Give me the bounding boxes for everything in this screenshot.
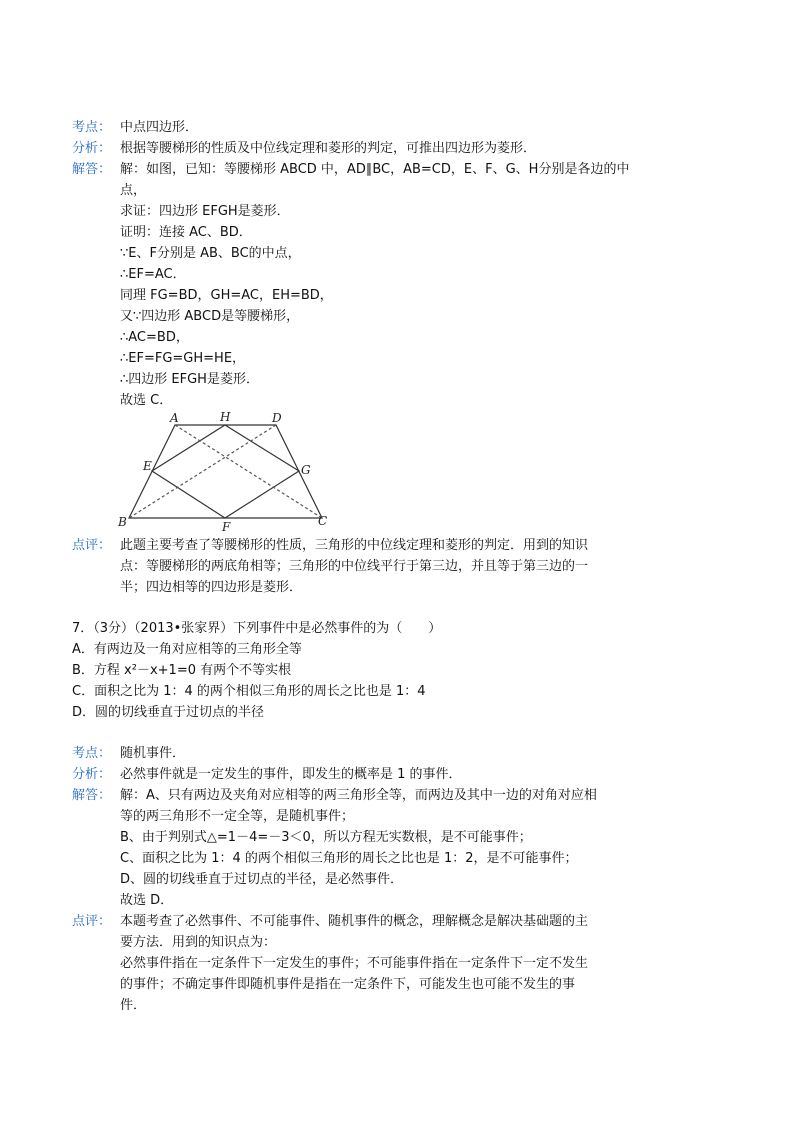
- label-c: C: [318, 514, 328, 528]
- jieda-line: 故选 C．: [120, 393, 173, 408]
- dianping-line: 此题主要考查了等腰梯形的性质，三角形的中位线定理和菱形的判定．用到的知识: [120, 538, 589, 553]
- fenxi-label: 分析：: [72, 767, 112, 782]
- label-h: H: [220, 410, 231, 424]
- jieda-row: [72, 159, 652, 411]
- label-b: B: [118, 515, 127, 529]
- dianping-line: 半；四边相等的四边形是菱形．: [120, 580, 303, 595]
- jieda-line: 等的两三角形不一定全等，是随机事件；: [120, 809, 355, 824]
- solution-block-2: [72, 743, 652, 1016]
- kaodian-label: 考点：: [72, 120, 112, 135]
- option-b: B．方程 x²－x+1=0 有两个不等实根: [72, 663, 292, 678]
- jieda-label: 解答：: [72, 788, 112, 803]
- jieda-line: 求证：四边形 EFGH是菱形．: [120, 204, 290, 219]
- trapezoid-abcd: [129, 425, 322, 518]
- dianping-row: [72, 911, 652, 1016]
- dianping-line: 必然事件指在一定条件下一定发生的事件；不可能事件指在一定条件下一定不发生: [120, 956, 589, 971]
- jieda-line: ∴EF=FG=GH=HE，: [120, 351, 246, 366]
- question-7: [72, 618, 672, 723]
- jieda-line: D、圆的切线垂直于过切点的半径，是必然事件．: [120, 872, 404, 887]
- option-c: C．面积之比为 1：4 的两个相似三角形的周长之比也是 1：4: [72, 684, 426, 699]
- dianping-text: [120, 911, 652, 1016]
- jieda-line: C、面积之比为 1：4 的两个相似三角形的周长之比也是 1：2，是不可能事件；: [120, 851, 578, 866]
- kaodian-row: [72, 743, 652, 764]
- jieda-row: [72, 785, 652, 911]
- option-d: D．圆的切线垂直于过切点的半径: [72, 705, 265, 720]
- trapezoid-diagram: [112, 408, 342, 536]
- label-e: E: [143, 459, 152, 473]
- rhombus-efgh: [152, 425, 299, 518]
- label-d: D: [272, 411, 282, 425]
- solution-block-1: [72, 117, 652, 411]
- kaodian-row: [72, 117, 652, 138]
- dianping-block-1: [72, 535, 652, 598]
- fenxi-text: 必然事件就是一定发生的事件，即发生的概率是 1 的事件．: [120, 767, 462, 782]
- label-f: F: [222, 520, 231, 534]
- dianping-line: 本题考查了必然事件、不可能事件、随机事件的概念，理解概念是解决基础题的主: [120, 914, 589, 929]
- dianping-label: 点评：: [72, 538, 112, 553]
- dianping-label: 点评：: [72, 914, 112, 929]
- jieda-line: 同理 FG=BD，GH=AC，EH=BD，: [120, 288, 333, 303]
- dianping-text: [120, 535, 652, 598]
- dianping-line: 要方法．用到的知识点为：: [120, 935, 277, 950]
- jieda-line: 故选 D．: [120, 893, 174, 908]
- option-a: A．有两边及一角对应相等的三角形全等: [72, 642, 302, 657]
- label-a: A: [170, 411, 179, 425]
- fenxi-row: [72, 138, 652, 159]
- jieda-label: 解答：: [72, 162, 112, 177]
- dianping-line: 的事件；不确定事件即随机事件是指在一定条件下，可能发生也可能不发生的事: [120, 977, 576, 992]
- question-stem: 7．（3分）（2013•张家界）下列事件中是必然事件的为（ ）: [72, 621, 442, 636]
- fenxi-row: [72, 764, 652, 785]
- fenxi-label: 分析：: [72, 141, 112, 156]
- dianping-row: [72, 535, 652, 598]
- kaodian-text: 随机事件．: [120, 746, 186, 761]
- jieda-line: 解：A、只有两边及夹角对应相等的两三角形全等，而两边及其中一边的对角对应相: [120, 788, 597, 803]
- jieda-text: [120, 785, 652, 911]
- jieda-line: ∴EF=AC．: [120, 267, 186, 282]
- fenxi-text: 根据等腰梯形的性质及中位线定理和菱形的判定，可推出四边形为菱形．: [120, 141, 537, 156]
- jieda-line: 又∵四边形 ABCD是等腰梯形，: [120, 309, 300, 324]
- jieda-line: 点，: [120, 183, 147, 198]
- jieda-line: ∴四边形 EFGH是菱形．: [120, 372, 259, 387]
- jieda-line: 解：如图，已知：等腰梯形 ABCD 中，AD∥BC，AB=CD，E、F、G、H分别是各边的中: [120, 162, 630, 177]
- jieda-line: B、由于判别式△=1－4=－3＜0，所以方程无实数根，是不可能事件；: [120, 830, 532, 845]
- dianping-line: 件．: [120, 998, 147, 1013]
- kaodian-text: 中点四边形．: [120, 120, 199, 135]
- label-g: G: [301, 463, 311, 477]
- jieda-line: ∵E、F分别是 AB、BC的中点，: [120, 246, 301, 261]
- dianping-line: 点：等腰梯形的两底角相等；三角形的中位线平行于第三边，并且等于第三边的一: [120, 559, 589, 574]
- jieda-line: ∴AC=BD，: [120, 330, 189, 345]
- jieda-text: [120, 159, 652, 411]
- kaodian-label: 考点：: [72, 746, 112, 761]
- jieda-line: 证明：连接 AC、BD．: [120, 225, 252, 240]
